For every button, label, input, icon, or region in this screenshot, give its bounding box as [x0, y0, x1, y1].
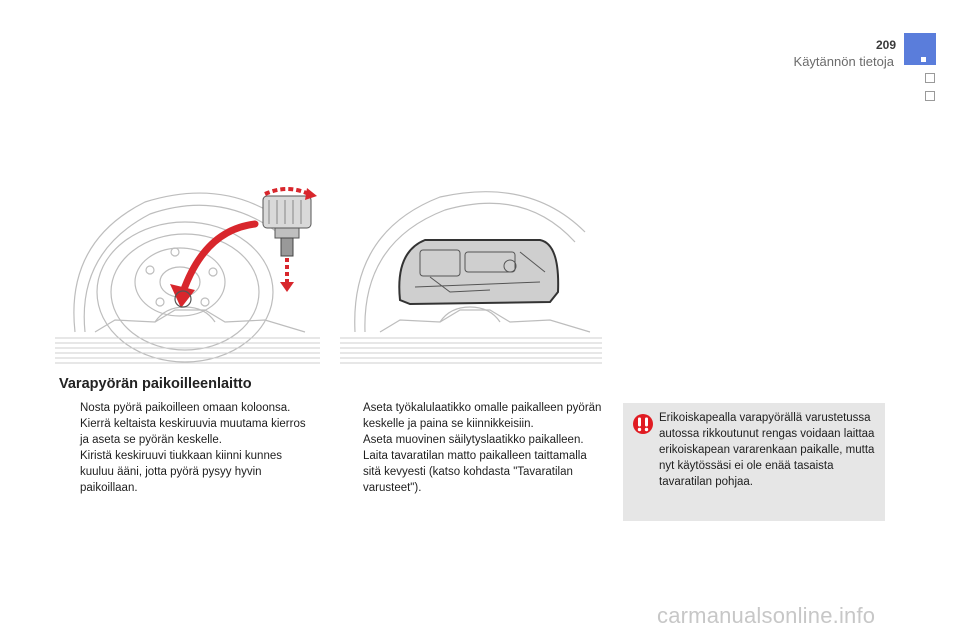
spare-wheel-bolt-illustration [55, 182, 320, 370]
left-instruction-list [59, 400, 314, 496]
warning-note-box [623, 403, 885, 521]
middle-instruction-list [342, 400, 607, 496]
list-item: Aseta työkalulaatikko omalle paikalleen pyörän keskelle ja paina se kiinnikkeisiin. [363, 402, 602, 430]
chapter-tab-active[interactable] [904, 33, 936, 65]
spare-wheel-drawing [55, 182, 320, 370]
warning-note-text: Erikoiskapealla varapyörällä varustetussa autossa rikkoutunut rengas voidaan laittaa erikoiskapean vararenkaan paikalle, mutta nyt käytössäsi ei ole enää tasaista tavaratilan pohjaa. [659, 412, 875, 488]
tab-marker-icon [921, 57, 926, 62]
tool-box-drawing [340, 182, 602, 370]
tool-box-illustration [340, 182, 602, 370]
list-item: Kierrä keltaista keskiruuvia muutama kierros ja aseta se pyörän keskelle. [80, 418, 306, 446]
list-item: Nosta pyörä paikoilleen omaan koloonsa. [80, 402, 291, 414]
warning-exclamation-icon [632, 413, 654, 435]
section-heading: Varapyörän paikoilleenlaitto [59, 376, 252, 392]
chapter-tab[interactable] [925, 91, 935, 101]
page-number: 209 [875, 38, 896, 52]
section-title: Käytännön tietoja [793, 54, 894, 69]
watermark: carmanualsonline.info [657, 603, 876, 628]
list-item: Aseta muovinen säilytyslaatikko paikalleen. [363, 434, 584, 446]
chapter-tab[interactable] [925, 73, 935, 83]
list-item: Kiristä keskiruuvi tiukkaan kiinni kunnes kuuluu ääni, jotta pyörä pysyy hyvin paikoillaan. [80, 450, 282, 494]
list-item: Laita tavaratilan matto paikalleen taittamalla sitä kevyesti (katso kohdasta "Tavaratilan varusteet"). [363, 450, 587, 494]
